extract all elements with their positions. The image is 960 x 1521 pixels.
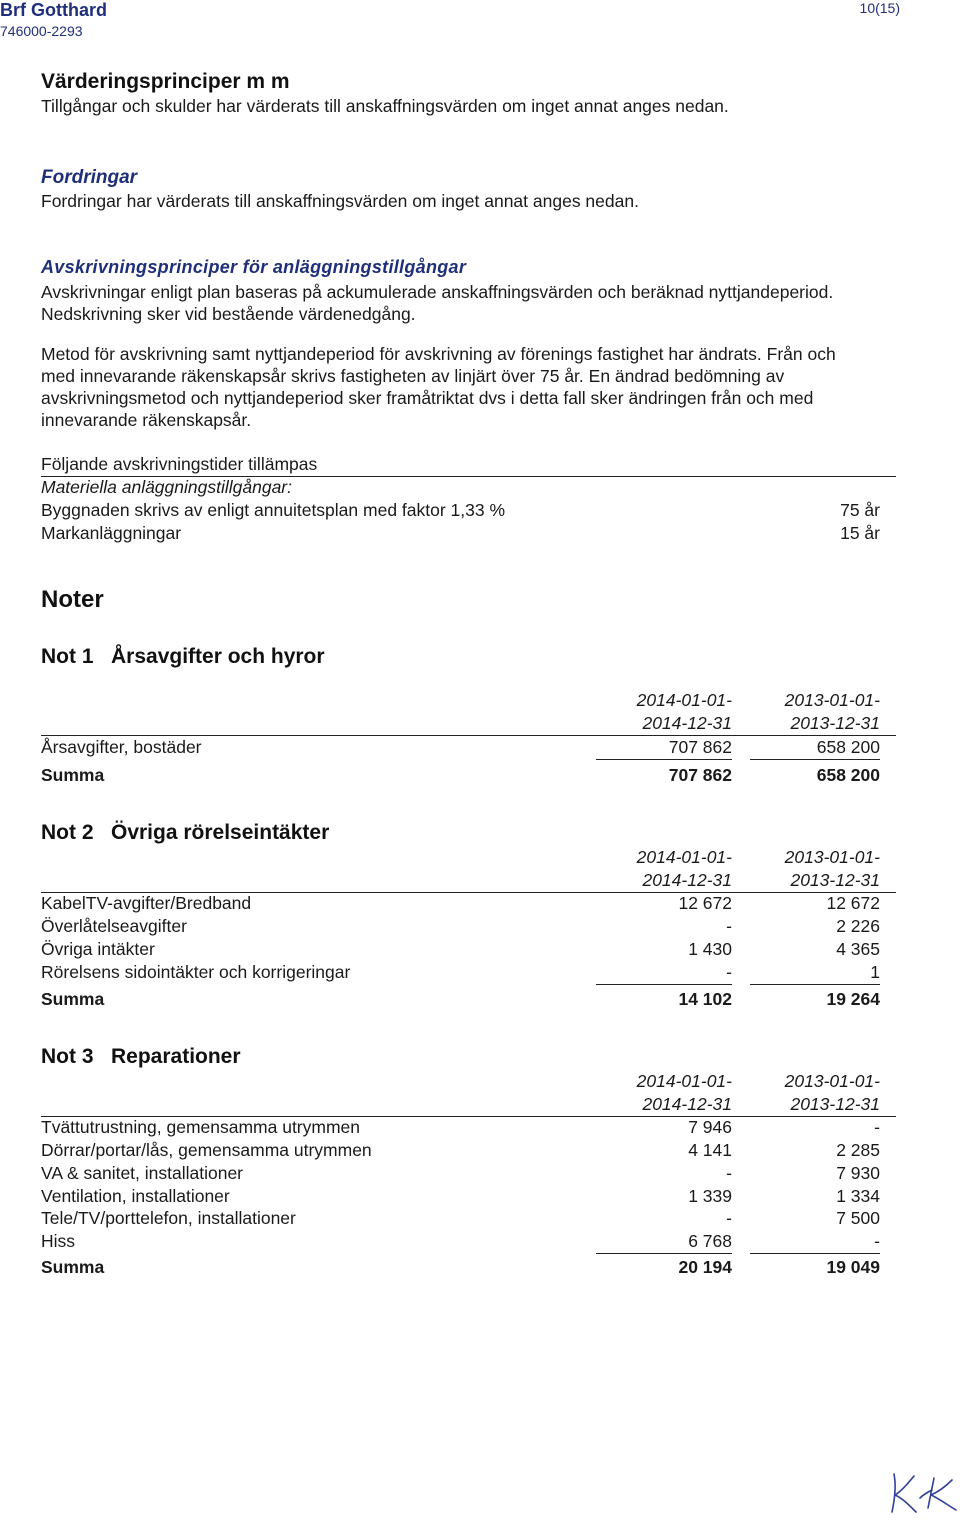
period-2013-end: 2013-12-31 <box>790 1094 880 1114</box>
page-number: 10(15) <box>859 0 900 16</box>
sum-line <box>596 759 732 760</box>
row-value-2013: 658 200 <box>816 737 880 757</box>
sum-value-2013: 658 200 <box>816 765 880 785</box>
note1-title <box>41 645 325 669</box>
row-label: VA & sanitet, installationer <box>41 1163 244 1183</box>
row-value-2014: - <box>726 1163 732 1183</box>
row-value-2014: 12 672 <box>678 893 732 913</box>
period-2014-start: 2014-01-01- <box>636 690 732 710</box>
sum-line <box>596 1253 732 1254</box>
depreciation-item-label: Markanläggningar <box>41 523 182 543</box>
method-line: med innevarande räkenskapsår skrivs fastigheten av linjärt över 75 år. En ändrad bedömning av <box>41 366 785 386</box>
row-label: Årsavgifter, bostäder <box>41 737 202 757</box>
row-value-2013: 1 334 <box>836 1186 880 1206</box>
depreciation-item-value: 15 år <box>840 523 880 543</box>
depreciation-title: Avskrivningsprinciper för anläggningstillgångar <box>41 257 467 277</box>
row-label: Överlåtelseavgifter <box>41 916 187 936</box>
depreciation-item-value: 75 år <box>840 500 880 520</box>
period-2014-start: 2014-01-01- <box>636 847 732 867</box>
sum-label: Summa <box>41 765 105 785</box>
row-value-2014: 7 946 <box>688 1117 732 1137</box>
signature-drawing <box>886 1468 958 1516</box>
row-value-2014: 1 339 <box>688 1186 732 1206</box>
period-2013-end: 2013-12-31 <box>790 713 880 733</box>
row-value-2013: 1 <box>870 962 880 982</box>
sum-label: Summa <box>41 989 105 1009</box>
row-label: Tele/TV/porttelefon, installationer <box>41 1208 296 1228</box>
period-2013-start: 2013-01-01- <box>784 690 880 710</box>
note-title-text: Övriga rörelseintäkter <box>111 821 330 844</box>
sum-line <box>750 1253 880 1254</box>
valuation-text: Tillgångar och skulder har värderats till anskaffningsvärden om inget annat anges nedan. <box>41 96 729 116</box>
sum-value-2014: 707 862 <box>668 765 732 785</box>
row-value-2014: 4 141 <box>688 1140 732 1160</box>
period-2014-end: 2014-12-31 <box>642 713 732 733</box>
note2-title <box>41 821 329 845</box>
periods-heading: Följande avskrivningstider tillämpas <box>41 454 318 474</box>
row-label: Rörelsens sidointäkter och korrigeringar <box>41 962 351 982</box>
row-value-2013: 2 285 <box>836 1140 880 1160</box>
sum-value-2013: 19 264 <box>826 989 880 1009</box>
row-label: Övriga intäkter <box>41 939 155 959</box>
organization-number: 746000-2293 <box>0 23 83 39</box>
sum-label: Summa <box>41 1257 105 1277</box>
receivables-title: Fordringar <box>41 167 138 188</box>
period-2014-start: 2014-01-01- <box>636 1071 732 1091</box>
row-label: Hiss <box>41 1231 76 1251</box>
row-value-2013: - <box>874 1231 880 1251</box>
row-value-2013: 2 226 <box>836 916 880 936</box>
depreciation-line: Nedskrivning sker vid bestående värdenedgång. <box>41 304 416 324</box>
row-value-2013: 4 365 <box>836 939 880 959</box>
row-value-2013: 7 500 <box>836 1208 880 1228</box>
sum-line <box>750 984 880 985</box>
note-title-text: Årsavgifter och hyror <box>111 645 325 668</box>
sum-line <box>750 759 880 760</box>
row-value-2014: 1 430 <box>688 939 732 959</box>
sum-value-2014: 14 102 <box>678 989 732 1009</box>
divider <box>41 735 896 736</box>
row-value-2014: - <box>726 916 732 936</box>
row-value-2013: - <box>874 1117 880 1137</box>
sum-value-2014: 20 194 <box>678 1257 732 1277</box>
row-label: KabelTV-avgifter/Bredband <box>41 893 252 913</box>
depreciation-line: Avskrivningar enligt plan baseras på ackumulerade anskaffningsvärden och beräknad nyttjandeperiod. <box>41 282 834 302</box>
note3-title <box>41 1045 241 1069</box>
period-2014-end: 2014-12-31 <box>642 1094 732 1114</box>
notes-heading: Noter <box>41 586 104 613</box>
period-2013-start: 2013-01-01- <box>784 1071 880 1091</box>
row-label: Dörrar/portar/lås, gemensamma utrymmen <box>41 1140 372 1160</box>
method-line: innevarande räkenskapsår. <box>41 410 252 430</box>
note-number: Not 1 <box>41 645 94 668</box>
valuation-title: Värderingsprinciper m m <box>41 70 290 93</box>
row-label: Ventilation, installationer <box>41 1186 230 1206</box>
note-number: Not 2 <box>41 821 94 844</box>
row-value-2014: - <box>726 1208 732 1228</box>
sum-line <box>596 984 732 985</box>
row-value-2013: 12 672 <box>826 893 880 913</box>
signature-initials <box>886 1468 958 1521</box>
row-value-2014: 6 768 <box>688 1231 732 1251</box>
row-value-2014: 707 862 <box>668 737 732 757</box>
organization-name: Brf Gotthard <box>0 0 107 20</box>
period-2014-end: 2014-12-31 <box>642 870 732 890</box>
method-line: avskrivningsmetod och nyttjandeperiod sker framåtriktat dvs i detta fall sker ändringen från och med <box>41 388 814 408</box>
period-2013-start: 2013-01-01- <box>784 847 880 867</box>
sum-value-2013: 19 049 <box>826 1257 880 1277</box>
row-value-2013: 7 930 <box>836 1163 880 1183</box>
row-value-2014: - <box>726 962 732 982</box>
note-number: Not 3 <box>41 1045 94 1068</box>
note-title-text: Reparationer <box>111 1045 241 1068</box>
period-2013-end: 2013-12-31 <box>790 870 880 890</box>
receivables-text: Fordringar har värderats till anskaffningsvärden om inget annat anges nedan. <box>41 191 639 211</box>
material-heading: Materiella anläggningstillgångar: <box>41 477 292 497</box>
depreciation-item-label: Byggnaden skrivs av enligt annuitetsplan med faktor 1,33 % <box>41 500 506 520</box>
method-line: Metod för avskrivning samt nyttjandeperiod för avskrivning av förenings fastighet har ändrats. Från och <box>41 344 836 364</box>
row-label: Tvättutrustning, gemensamma utrymmen <box>41 1117 361 1137</box>
